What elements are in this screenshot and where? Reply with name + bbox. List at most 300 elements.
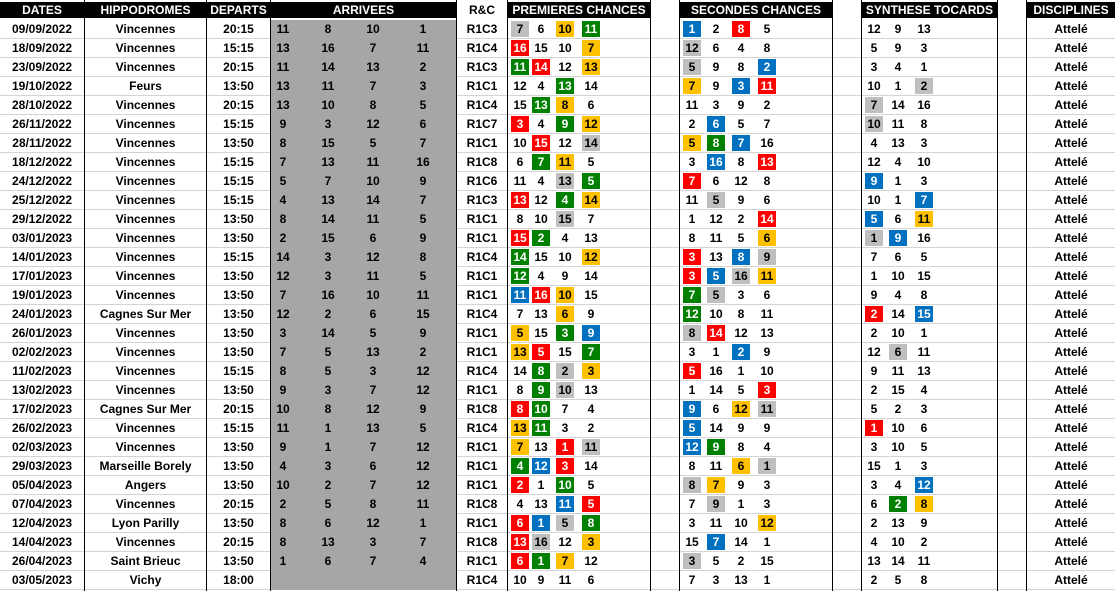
seconde-chance-number: 1 xyxy=(712,345,720,359)
premiere-chance-number: 13 xyxy=(532,97,550,113)
seconde-chance-number: 8 xyxy=(707,135,725,151)
discipline-cell: Attelé xyxy=(1054,98,1088,112)
seconde-chance-number: 14 xyxy=(709,383,723,397)
synthese-tocard-number: 13 xyxy=(891,136,905,150)
arrivee-number: 5 xyxy=(419,421,427,435)
seconde-chance-number: 9 xyxy=(683,401,701,417)
arrivee-number xyxy=(319,572,337,588)
premiere-chance-number: 11 xyxy=(556,154,574,170)
rc-cell: R1C1 xyxy=(466,440,498,454)
table-row[interactable] xyxy=(0,514,1115,533)
arrivee-number: 1 xyxy=(324,421,332,435)
premiere-chance-number: 10 xyxy=(513,573,527,587)
seconde-chance-number: 14 xyxy=(734,535,748,549)
premiere-chance-number: 3 xyxy=(582,363,600,379)
arrivee-number: 10 xyxy=(366,288,380,302)
discipline-cell: Attelé xyxy=(1054,421,1088,435)
premiere-chance-number: 7 xyxy=(582,344,600,360)
arrivee-number: 12 xyxy=(416,440,430,454)
premiere-chance-number: 1 xyxy=(556,439,574,455)
arrivee-number: 11 xyxy=(416,41,430,55)
seconde-chance-number: 7 xyxy=(683,78,701,94)
premiere-chance-number: 13 xyxy=(534,440,548,454)
premiere-chance-number: 13 xyxy=(584,383,598,397)
hippodrome-cell: Vincennes xyxy=(115,326,176,340)
synthese-tocard-number: 10 xyxy=(891,421,905,435)
synthese-tocard-number: 1 xyxy=(870,269,878,283)
hippodrome-cell: Vincennes xyxy=(115,22,176,36)
hippodrome-cell: Cagnes Sur Mer xyxy=(99,307,192,321)
seconde-chance-number: 1 xyxy=(763,535,771,549)
table-row[interactable] xyxy=(0,229,1115,248)
premiere-chance-number: 14 xyxy=(582,135,600,151)
arrivee-number: 14 xyxy=(366,193,380,207)
arrivee-number: 5 xyxy=(369,326,377,340)
rc-cell: R1C8 xyxy=(466,155,498,169)
premiere-chance-number: 5 xyxy=(556,515,574,531)
seconde-chance-number: 5 xyxy=(707,287,725,303)
seconde-chance-number: 1 xyxy=(683,21,701,37)
seconde-chance-number: 9 xyxy=(737,98,745,112)
premiere-chance-number: 7 xyxy=(516,307,524,321)
synthese-tocard-number: 1 xyxy=(894,79,902,93)
date-cell: 26/02/2023 xyxy=(11,421,73,435)
synthese-tocard-number: 1 xyxy=(894,174,902,188)
synthese-tocard-number: 3 xyxy=(920,174,928,188)
table-row[interactable] xyxy=(0,400,1115,419)
arrivee-number: 8 xyxy=(279,364,287,378)
header-departs[interactable]: DEPARTS xyxy=(207,2,270,18)
header-arrivees[interactable]: ARRIVEES xyxy=(271,2,456,18)
seconde-chance-number: 11 xyxy=(685,98,699,112)
premiere-chance-number: 9 xyxy=(537,573,545,587)
premiere-chance-number: 11 xyxy=(532,420,550,436)
arrivee-number: 5 xyxy=(369,136,377,150)
date-cell: 17/01/2023 xyxy=(11,269,73,283)
arrivee-number xyxy=(364,572,382,588)
premiere-chance-number: 10 xyxy=(558,250,572,264)
arrivee-number: 8 xyxy=(279,212,287,226)
discipline-cell: Attelé xyxy=(1054,60,1088,74)
seconde-chance-number: 12 xyxy=(683,439,701,455)
depart-cell: 13:50 xyxy=(223,231,254,245)
arrivee-number: 8 xyxy=(324,22,332,36)
arrivee-number: 12 xyxy=(416,364,430,378)
header-disciplines[interactable]: DISCIPLINES xyxy=(1027,2,1115,18)
synthese-tocard-number: 8 xyxy=(920,573,928,587)
synthese-tocard-number: 3 xyxy=(920,459,928,473)
rc-cell: R1C1 xyxy=(466,269,498,283)
seconde-chance-number: 9 xyxy=(712,60,720,74)
depart-cell: 13:50 xyxy=(223,212,254,226)
depart-cell: 20:15 xyxy=(223,402,254,416)
seconde-chance-number: 5 xyxy=(763,22,771,36)
rc-cell: R1C1 xyxy=(466,478,498,492)
arrivee-number: 6 xyxy=(369,307,377,321)
premiere-chance-number: 14 xyxy=(582,192,600,208)
discipline-cell: Attelé xyxy=(1054,155,1088,169)
seconde-chance-number: 8 xyxy=(683,477,701,493)
arrivee-number: 10 xyxy=(276,402,290,416)
table-row[interactable] xyxy=(0,248,1115,267)
seconde-chance-number: 5 xyxy=(737,117,745,131)
table-row[interactable] xyxy=(0,305,1115,324)
premiere-chance-number: 13 xyxy=(534,497,548,511)
premiere-chance-number: 6 xyxy=(587,98,595,112)
rc-cell: R1C1 xyxy=(466,79,498,93)
synthese-tocard-number: 11 xyxy=(915,211,933,227)
premiere-chance-number: 1 xyxy=(532,553,550,569)
seconde-chance-number: 8 xyxy=(737,440,745,454)
seconde-chance-number: 8 xyxy=(737,307,745,321)
discipline-cell: Attelé xyxy=(1054,326,1088,340)
premiere-chance-number: 9 xyxy=(556,116,574,132)
table-row[interactable] xyxy=(0,115,1115,134)
premiere-chance-number: 12 xyxy=(558,60,572,74)
rc-cell: R1C4 xyxy=(466,41,498,55)
rc-cell: R1C4 xyxy=(466,98,498,112)
header-premieres-chances[interactable]: PREMIERES CHANCES xyxy=(508,2,650,18)
synthese-tocard-number: 10 xyxy=(891,269,905,283)
premiere-chance-number: 14 xyxy=(584,79,598,93)
arrivee-number: 10 xyxy=(366,174,380,188)
synthese-tocard-number: 11 xyxy=(891,364,905,378)
hippodrome-cell: Cagnes Sur Mer xyxy=(99,402,192,416)
date-cell: 29/03/2023 xyxy=(11,459,73,473)
premiere-chance-number: 5 xyxy=(582,496,600,512)
column-divider xyxy=(861,0,862,591)
seconde-chance-number: 8 xyxy=(732,21,750,37)
date-cell: 26/11/2022 xyxy=(12,117,72,131)
discipline-cell: Attelé xyxy=(1054,212,1088,226)
seconde-chance-number: 13 xyxy=(758,154,776,170)
date-cell: 11/02/2023 xyxy=(12,364,72,378)
rc-cell: R1C4 xyxy=(466,364,498,378)
premiere-chance-number: 2 xyxy=(511,477,529,493)
arrivee-number: 9 xyxy=(419,402,427,416)
table-row[interactable] xyxy=(0,533,1115,552)
synthese-tocard-number: 11 xyxy=(891,117,905,131)
arrivee-number xyxy=(274,572,292,588)
premiere-chance-number: 4 xyxy=(537,269,545,283)
premiere-chance-number: 8 xyxy=(511,401,529,417)
arrivee-number: 13 xyxy=(321,193,335,207)
premiere-chance-number: 4 xyxy=(516,497,524,511)
hippodrome-cell: Vincennes xyxy=(115,98,176,112)
discipline-cell: Attelé xyxy=(1054,22,1088,36)
header-dates[interactable]: DATES xyxy=(0,2,84,18)
table-row[interactable] xyxy=(0,495,1115,514)
seconde-chance-number: 8 xyxy=(732,249,750,265)
date-cell: 26/04/2023 xyxy=(11,554,73,568)
arrivee-number: 9 xyxy=(279,440,287,454)
arrivee-number: 2 xyxy=(419,60,427,74)
synthese-tocard-number: 5 xyxy=(865,211,883,227)
arrivee-number: 10 xyxy=(276,478,290,492)
arrivee-number: 5 xyxy=(324,364,332,378)
table-row[interactable] xyxy=(0,552,1115,571)
depart-cell: 20:15 xyxy=(223,60,254,74)
table-row[interactable] xyxy=(0,362,1115,381)
synthese-tocard-number: 14 xyxy=(891,98,905,112)
table-row[interactable] xyxy=(0,77,1115,96)
premiere-chance-number: 9 xyxy=(532,382,550,398)
premiere-chance-number: 15 xyxy=(584,288,598,302)
hippodrome-cell: Feurs xyxy=(129,79,162,93)
arrivee-number xyxy=(414,572,432,588)
depart-cell: 13:50 xyxy=(223,516,254,530)
seconde-chance-number: 6 xyxy=(763,193,771,207)
arrivee-number: 3 xyxy=(324,269,332,283)
synthese-tocard-number: 11 xyxy=(917,345,931,359)
synthese-tocard-number: 3 xyxy=(920,136,928,150)
date-cell: 18/12/2022 xyxy=(11,155,73,169)
hippodrome-cell: Vincennes xyxy=(115,250,176,264)
synthese-tocard-number: 1 xyxy=(894,459,902,473)
arrivee-number: 14 xyxy=(321,212,335,226)
hippodrome-cell: Vincennes xyxy=(115,41,176,55)
table-row[interactable] xyxy=(0,210,1115,229)
synthese-tocard-number: 5 xyxy=(870,402,878,416)
date-cell: 03/05/2023 xyxy=(11,573,73,587)
synthese-tocard-number: 12 xyxy=(867,345,881,359)
premiere-chance-number: 5 xyxy=(587,155,595,169)
rc-cell: R1C1 xyxy=(466,516,498,530)
premiere-chance-number: 15 xyxy=(558,345,572,359)
table-row[interactable] xyxy=(0,191,1115,210)
arrivee-number: 13 xyxy=(276,79,290,93)
seconde-chance-number: 9 xyxy=(763,345,771,359)
discipline-cell: Attelé xyxy=(1054,269,1088,283)
hippodrome-cell: Vincennes xyxy=(115,231,176,245)
arrivee-number: 8 xyxy=(369,497,377,511)
arrivee-number: 11 xyxy=(366,269,380,283)
seconde-chance-number: 6 xyxy=(712,402,720,416)
date-cell: 19/01/2023 xyxy=(11,288,73,302)
arrivee-number: 16 xyxy=(321,288,335,302)
seconde-chance-number: 13 xyxy=(760,326,774,340)
synthese-tocard-number: 9 xyxy=(920,516,928,530)
seconde-chance-number: 9 xyxy=(712,79,720,93)
seconde-chance-number: 14 xyxy=(707,325,725,341)
synthese-tocard-number: 3 xyxy=(870,60,878,74)
arrivee-number: 7 xyxy=(369,554,377,568)
seconde-chance-number: 8 xyxy=(763,41,771,55)
header-hippodromes[interactable]: HIPPODROMES xyxy=(85,2,206,18)
synthese-tocard-number: 9 xyxy=(894,22,902,36)
seconde-chance-number: 2 xyxy=(758,59,776,75)
column-divider xyxy=(1026,0,1027,591)
arrivee-number: 8 xyxy=(279,516,287,530)
synthese-tocard-number: 7 xyxy=(870,250,878,264)
arrivee-number: 5 xyxy=(324,497,332,511)
synthese-tocard-number: 2 xyxy=(870,326,878,340)
table-row[interactable] xyxy=(0,134,1115,153)
hippodrome-cell: Vincennes xyxy=(115,174,176,188)
seconde-chance-number: 16 xyxy=(732,268,750,284)
arrivee-number: 2 xyxy=(324,307,332,321)
synthese-tocard-number: 9 xyxy=(870,364,878,378)
arrivee-number: 10 xyxy=(366,22,380,36)
arrivee-number: 6 xyxy=(369,459,377,473)
premiere-chance-number: 11 xyxy=(511,59,529,75)
seconde-chance-number: 1 xyxy=(688,212,696,226)
arrivee-number: 11 xyxy=(276,22,290,36)
premiere-chance-number: 6 xyxy=(587,573,595,587)
table-row[interactable] xyxy=(0,476,1115,495)
arrivee-number: 3 xyxy=(324,383,332,397)
synthese-tocard-number: 9 xyxy=(870,288,878,302)
premiere-chance-number: 13 xyxy=(556,173,574,189)
seconde-chance-number: 2 xyxy=(688,117,696,131)
header-rc[interactable]: R&C xyxy=(457,2,507,18)
depart-cell: 13:50 xyxy=(223,136,254,150)
seconde-chance-number: 5 xyxy=(707,268,725,284)
arrivee-number: 3 xyxy=(369,364,377,378)
synthese-tocard-number: 12 xyxy=(867,22,881,36)
discipline-cell: Attelé xyxy=(1054,288,1088,302)
seconde-chance-number: 2 xyxy=(737,212,745,226)
premiere-chance-number: 5 xyxy=(511,325,529,341)
seconde-chance-number: 1 xyxy=(763,573,771,587)
synthese-tocard-number: 16 xyxy=(917,98,931,112)
premiere-chance-number: 11 xyxy=(582,21,600,37)
synthese-tocard-number: 3 xyxy=(870,478,878,492)
arrivee-number: 11 xyxy=(276,60,290,74)
premiere-chance-number: 8 xyxy=(516,383,524,397)
table-row[interactable] xyxy=(0,571,1115,590)
table-row[interactable] xyxy=(0,381,1115,400)
rc-cell: R1C4 xyxy=(466,307,498,321)
premiere-chance-number: 5 xyxy=(532,344,550,360)
synthese-tocard-number: 8 xyxy=(915,496,933,512)
table-row[interactable] xyxy=(0,419,1115,438)
seconde-chance-number: 1 xyxy=(737,364,745,378)
arrivee-number: 9 xyxy=(279,117,287,131)
depart-cell: 13:50 xyxy=(223,79,254,93)
arrivee-number: 13 xyxy=(276,98,290,112)
rc-cell: R1C4 xyxy=(466,421,498,435)
date-cell: 26/01/2023 xyxy=(11,326,73,340)
premiere-chance-number: 4 xyxy=(537,174,545,188)
premiere-chance-number: 4 xyxy=(587,402,595,416)
premiere-chance-number: 12 xyxy=(511,268,529,284)
premiere-chance-number: 15 xyxy=(511,230,529,246)
header-synthese-tocards[interactable]: SYNTHESE TOCARDS xyxy=(862,2,997,18)
arrivee-number: 12 xyxy=(366,250,380,264)
arrivee-number: 3 xyxy=(324,250,332,264)
seconde-chance-number: 3 xyxy=(712,98,720,112)
table-row[interactable] xyxy=(0,457,1115,476)
arrivee-number: 14 xyxy=(321,326,335,340)
arrivee-number: 3 xyxy=(369,535,377,549)
premiere-chance-number: 15 xyxy=(556,211,574,227)
premiere-chance-number: 12 xyxy=(582,249,600,265)
table-row[interactable] xyxy=(0,343,1115,362)
premiere-chance-number: 14 xyxy=(584,459,598,473)
synthese-tocard-number: 5 xyxy=(894,573,902,587)
seconde-chance-number: 8 xyxy=(737,155,745,169)
table-row[interactable] xyxy=(0,324,1115,343)
table-row[interactable] xyxy=(0,267,1115,286)
seconde-chance-number: 9 xyxy=(763,421,771,435)
synthese-tocard-number: 15 xyxy=(917,269,931,283)
hippodrome-cell: Vincennes xyxy=(115,364,176,378)
table-row[interactable] xyxy=(0,96,1115,115)
depart-cell: 13:50 xyxy=(223,478,254,492)
seconde-chance-number: 7 xyxy=(688,497,696,511)
synthese-tocard-number: 6 xyxy=(870,497,878,511)
table-row[interactable] xyxy=(0,20,1115,39)
premiere-chance-number: 13 xyxy=(511,192,529,208)
hippodrome-cell: Vincennes xyxy=(115,117,176,131)
arrivee-number: 7 xyxy=(279,155,287,169)
seconde-chance-number: 9 xyxy=(758,249,776,265)
seconde-chance-number: 3 xyxy=(688,155,696,169)
seconde-chance-number: 5 xyxy=(712,554,720,568)
synthese-tocard-number: 15 xyxy=(915,306,933,322)
seconde-chance-number: 7 xyxy=(707,477,725,493)
synthese-tocard-number: 4 xyxy=(894,478,902,492)
synthese-tocard-number: 1 xyxy=(894,193,902,207)
arrivee-number: 5 xyxy=(279,174,287,188)
table-row[interactable] xyxy=(0,438,1115,457)
date-cell: 23/09/2022 xyxy=(11,60,73,74)
table-row[interactable] xyxy=(0,153,1115,172)
hippodrome-cell: Vincennes xyxy=(115,212,176,226)
premiere-chance-number: 4 xyxy=(561,231,569,245)
arrivee-number: 12 xyxy=(416,478,430,492)
discipline-cell: Attelé xyxy=(1054,554,1088,568)
header-secondes-chances[interactable]: SECONDES CHANCES xyxy=(680,2,832,18)
hippodrome-cell: Vincennes xyxy=(115,383,176,397)
discipline-cell: Attelé xyxy=(1054,497,1088,511)
seconde-chance-number: 3 xyxy=(683,249,701,265)
rc-cell: R1C4 xyxy=(466,250,498,264)
table-row[interactable] xyxy=(0,39,1115,58)
synthese-tocard-number: 8 xyxy=(920,117,928,131)
premiere-chance-number: 5 xyxy=(587,478,595,492)
arrivee-number: 7 xyxy=(369,41,377,55)
premiere-chance-number: 14 xyxy=(511,249,529,265)
seconde-chance-number: 5 xyxy=(737,231,745,245)
synthese-tocard-number: 2 xyxy=(894,402,902,416)
depart-cell: 15:15 xyxy=(223,250,254,264)
synthese-tocard-number: 7 xyxy=(865,97,883,113)
discipline-cell: Attelé xyxy=(1054,573,1088,587)
synthese-tocard-number: 10 xyxy=(891,535,905,549)
table-row[interactable] xyxy=(0,286,1115,305)
date-cell: 14/04/2023 xyxy=(11,535,73,549)
discipline-cell: Attelé xyxy=(1054,440,1088,454)
premiere-chance-number: 8 xyxy=(532,363,550,379)
synthese-tocard-number: 4 xyxy=(870,535,878,549)
arrivee-number: 6 xyxy=(324,516,332,530)
discipline-cell: Attelé xyxy=(1054,364,1088,378)
seconde-chance-number: 6 xyxy=(758,230,776,246)
arrivee-number: 5 xyxy=(419,269,427,283)
seconde-chance-number: 13 xyxy=(734,573,748,587)
arrivee-number: 7 xyxy=(419,136,427,150)
table-row[interactable] xyxy=(0,58,1115,77)
premiere-chance-number: 16 xyxy=(511,40,529,56)
arrivee-number: 11 xyxy=(276,421,290,435)
synthese-tocard-number: 6 xyxy=(889,344,907,360)
date-cell: 09/09/2022 xyxy=(11,22,73,36)
premiere-chance-number: 7 xyxy=(561,402,569,416)
table-row[interactable] xyxy=(0,172,1115,191)
arrivee-number: 13 xyxy=(321,535,335,549)
